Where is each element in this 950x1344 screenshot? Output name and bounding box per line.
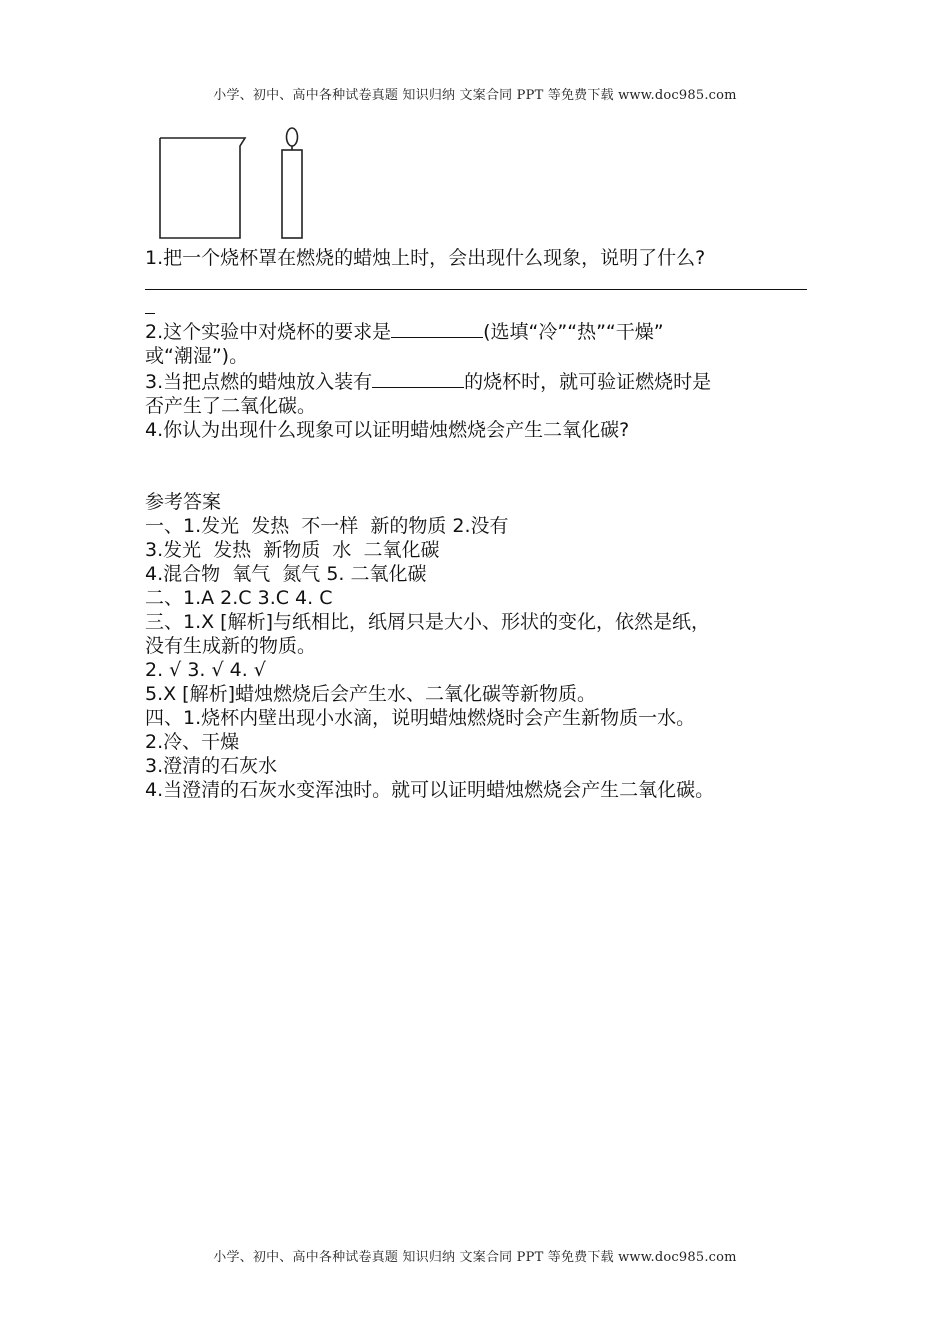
spacer	[145, 442, 815, 466]
page-footer: 小学、初中、高中各种试卷真题 知识归纳 文案合同 PPT 等免费下载 www.doc985.com	[213, 1250, 737, 1265]
question-2: 2.这个实验中对烧杯的要求是 (选填“冷”“热”“干燥”	[145, 318, 815, 344]
answer-line: 一、1.发光 发热 不一样 新的物质 2.没有	[145, 515, 509, 537]
answer-line: 2.冷、干燥	[145, 731, 240, 753]
worksheet-content	[145, 246, 815, 802]
blank-field-3	[372, 368, 464, 388]
question-3-cont: 否产生了二氧化碳。	[145, 395, 317, 417]
question-4: 4.你认为出现什么现象可以证明蜡烛燃烧会产生二氧化碳?	[145, 419, 630, 441]
answer-line: 3.澄清的石灰水	[145, 755, 278, 777]
answers-title: 参考答案	[145, 491, 222, 513]
answer-line: 4.混合物 氧气 氮气 5. 二氧化碳	[145, 563, 427, 585]
candle-drawing	[282, 128, 302, 238]
answer-line-1	[145, 270, 815, 294]
beaker-candle-figure	[150, 122, 350, 247]
answer-line: 3.发光 发热 新物质 水 二氧化碳	[145, 539, 440, 561]
answer-line: 4.当澄清的石灰水变浑浊时。就可以证明蜡烛燃烧会产生二氧化碳。	[145, 779, 715, 801]
question-1: 1.把一个烧杯罩在燃烧的蜡烛上时，会出现什么现象，说明了什么?	[145, 247, 706, 269]
spacer	[145, 466, 815, 490]
question-3: 3.当把点燃的蜡烛放入装有 的烧杯时，就可验证燃烧时是	[145, 368, 815, 394]
answer-line-1-overflow	[145, 294, 815, 318]
blank-field-2	[391, 318, 483, 338]
answer-line: 2. √ 3. √ 4. √	[145, 659, 266, 681]
answer-line: 三、1.X [解析]与纸相比，纸屑只是大小、形状的变化，依然是纸，	[145, 611, 711, 633]
answer-line: 5.X [解析]蜡烛燃烧后会产生水、二氧化碳等新物质。	[145, 683, 597, 705]
question-2-cont: 或“潮湿”)。	[145, 345, 249, 367]
answer-line: 二、1.A 2.C 3.C 4. C	[145, 587, 333, 609]
answer-line: 没有生成新的物质。	[145, 635, 317, 657]
answer-line: 四、1.烧杯内壁出现小水滴，说明蜡烛燃烧时会产生新物质一水。	[145, 707, 696, 729]
page-header: 小学、初中、高中各种试卷真题 知识归纳 文案合同 PPT 等免费下载 www.doc985.com	[213, 88, 737, 103]
beaker-drawing	[160, 138, 245, 238]
